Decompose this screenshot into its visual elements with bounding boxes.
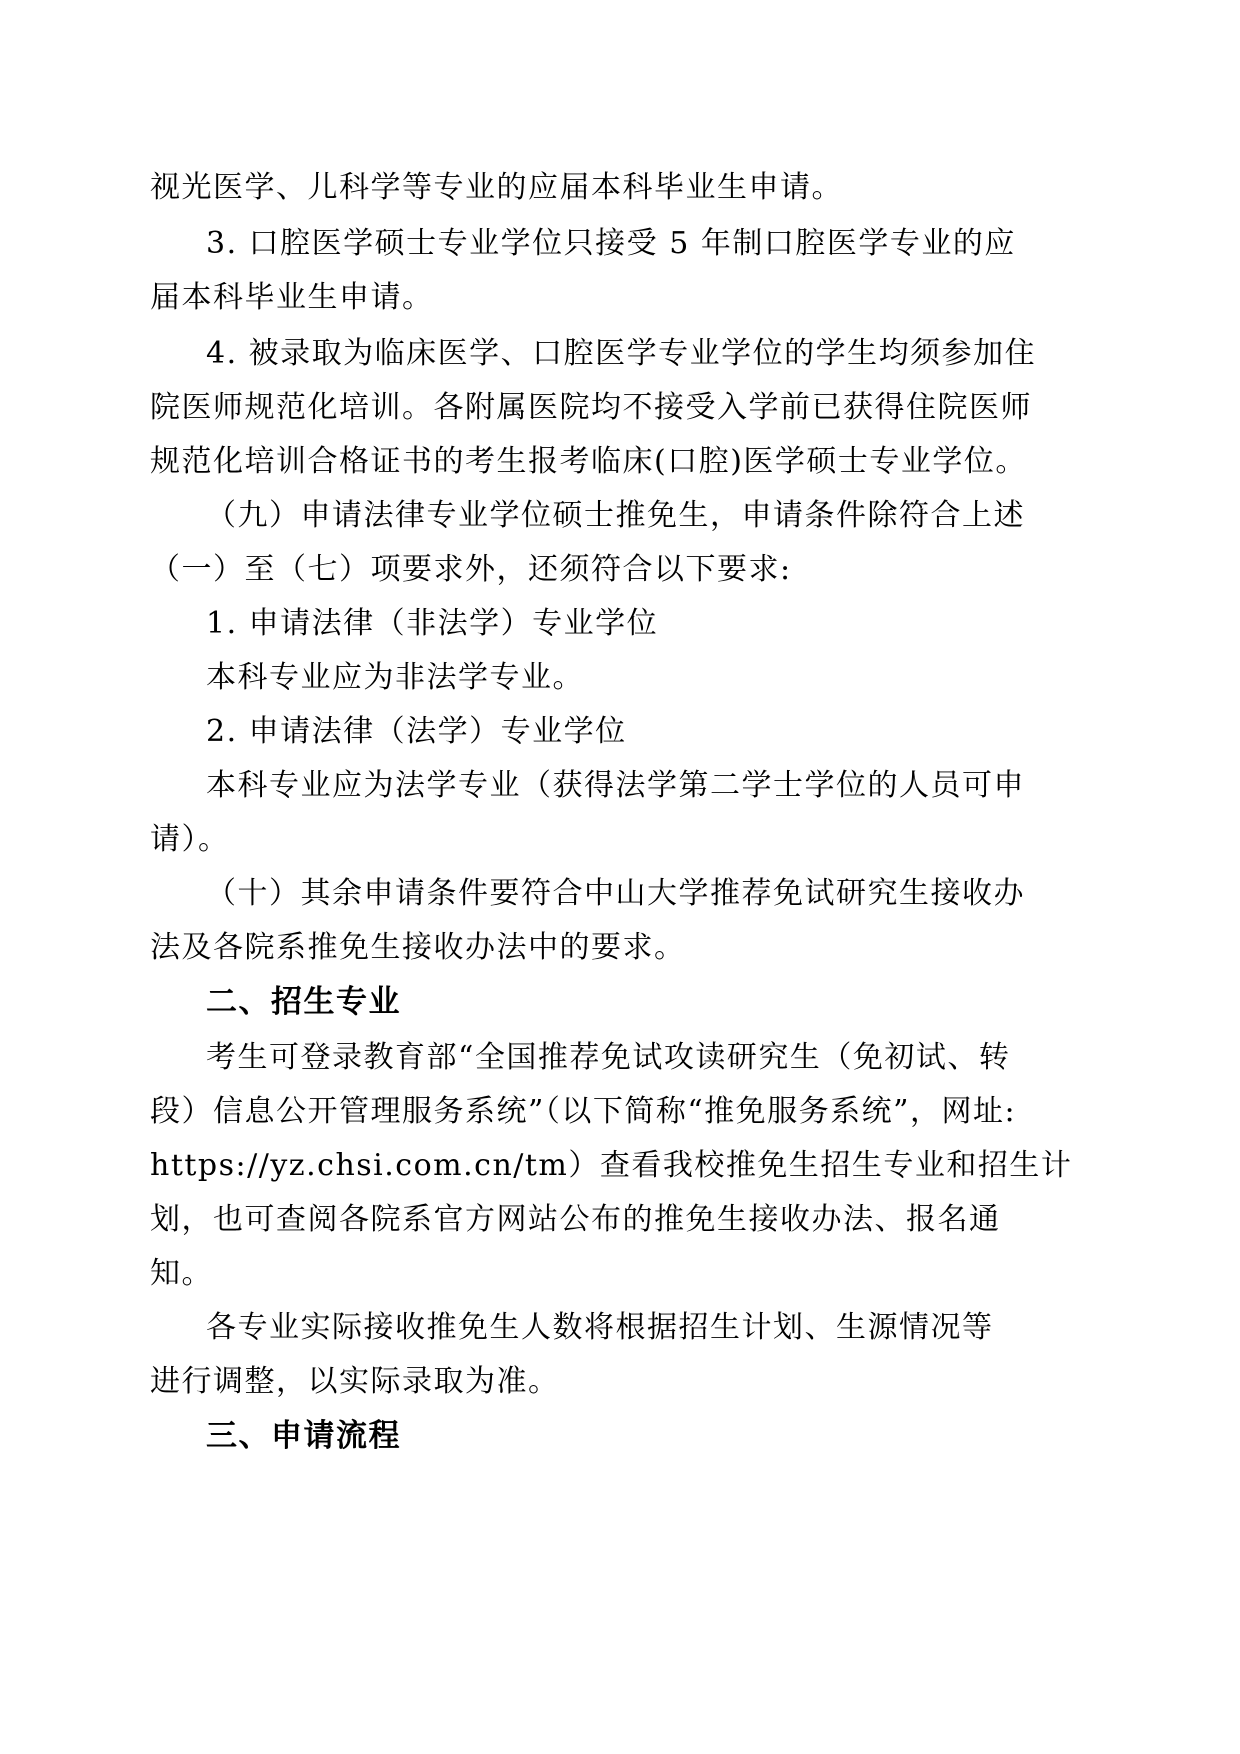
- text-line-item-3: 3. 口腔医学硕士专业学位只接受 5 年制口腔医学专业的应: [206, 226, 1016, 261]
- text-line-clause-9-cont: （一）至（七）项要求外，还须符合以下要求:: [150, 552, 792, 587]
- text-line-law-nonlaw-req: 本科专业应为非法学专业。: [206, 660, 584, 695]
- text-line-law-law: 2. 申请法律（法学）专业学位: [206, 714, 627, 749]
- text-line-law-nonlaw: 1. 申请法律（非法学）专业学位: [206, 606, 659, 641]
- text-line-department-sites-cont: 知。: [150, 1256, 213, 1291]
- text-line-applicants: 视光医学、儿科学等专业的应届本科毕业生申请。: [150, 170, 843, 205]
- text-line-quota-note: 各专业实际接收推免生人数将根据招生计划、生源情况等: [206, 1310, 994, 1345]
- text-line-system-name: 段）信息公开管理服务系统”（以下简称“推免服务系统”，网址:: [150, 1094, 1017, 1129]
- text-line-law-law-req: 本科专业应为法学专业（获得法学第二学士学位的人员可申: [206, 768, 1025, 803]
- text-line-item-4-cont-1: 院医师规范化培训。各附属医院均不接受入学前已获得住院医师: [150, 390, 1032, 425]
- text-line-system-url: https://yz.chsi.com.cn/tm）查看我校推免生招生专业和招生计: [150, 1148, 1073, 1183]
- section-heading-enrollment-majors: 二、招生专业: [206, 984, 401, 1020]
- text-line-item-4-cont-2: 规范化培训合格证书的考生报考临床(口腔)医学硕士专业学位。: [150, 444, 1027, 479]
- text-line-quota-note-cont: 进行调整，以实际录取为准。: [150, 1364, 560, 1399]
- text-line-clause-9: （九）申请法律专业学位硕士推免生，申请条件除符合上述: [206, 498, 1025, 533]
- text-line-item-4: 4. 被录取为临床医学、口腔医学专业学位的学生均须参加住: [206, 336, 1037, 371]
- text-line-department-sites: 划，也可查阅各院系官方网站公布的推免生接收办法、报名通: [150, 1202, 1001, 1237]
- text-line-clause-10: （十）其余申请条件要符合中山大学推荐免试研究生接收办: [206, 876, 1025, 911]
- text-line-clause-10-cont: 法及各院系推免生接收办法中的要求。: [150, 930, 686, 965]
- text-line-item-3-cont: 届本科毕业生申请。: [150, 280, 434, 315]
- section-heading-application-process: 三、申请流程: [206, 1418, 401, 1454]
- text-line-law-law-req-cont: 请）。: [150, 822, 230, 857]
- text-line-system-intro: 考生可登录教育部“全国推荐免试攻读研究生（免初试、转: [206, 1040, 1011, 1075]
